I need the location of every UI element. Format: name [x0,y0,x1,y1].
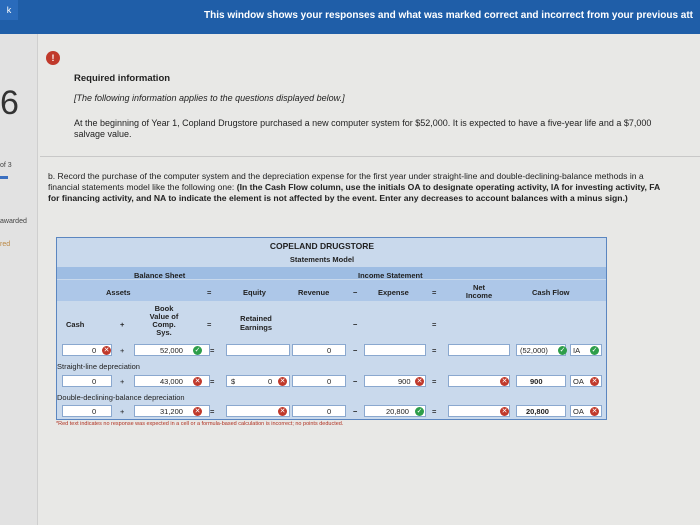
plus-sign: + [120,320,125,329]
plus-sign-row1: + [120,346,125,355]
check-icon: ✓ [194,347,201,354]
equals-row1b: = [432,346,437,355]
sl-re-value: 0 [268,377,273,386]
awarded-label: awarded [0,218,27,225]
sl-revenue-value: 0 [327,377,332,386]
ddb-revenue-input[interactable] [292,405,346,417]
wrong-icon: ✕ [279,378,286,385]
footnote: *Red text indicates no response was expected in a cell or a formula-based calculation is incorrect; no points deducted. [56,421,344,427]
purchase-re-input[interactable] [226,344,290,356]
sl-cash-value: 0 [92,377,97,386]
required-title: Required information [74,73,171,84]
banner-message: This window shows your responses and what was marked correct and incorrect from your previous att [204,10,694,21]
equals-row1: = [210,346,215,355]
retained-earnings-subheader: Retained Earnings [239,314,273,332]
minus-row1: − [353,346,358,355]
equals-row3b: = [432,407,437,416]
check-icon: ✓ [559,347,566,354]
wrong-icon: ✕ [501,408,508,415]
required-body: At the beginning of Year 1, Copland Drugstore purchased a new computer system for $52,000. It is expected to have a five-year life and a $7,000 salvage value. [74,118,652,139]
equals-sign: = [207,288,212,297]
ddb-cash-value: 0 [92,407,97,416]
progress-bar [0,176,8,179]
check-icon: ✓ [591,347,598,354]
straight-line-label: Straight-line depreciation [57,362,140,371]
wrong-icon: ✕ [194,378,201,385]
balance-sheet-header: Balance Sheet [134,271,186,280]
wrong-icon: ✕ [103,347,110,354]
question-number[interactable]: 6 [0,84,19,122]
minus-row3: − [353,407,358,416]
ddb-cash-flow-value: 20,800 [526,407,549,416]
sl-dollar: $ [231,377,236,386]
equals-sign-3: = [207,320,212,329]
ddb-revenue-value: 0 [327,407,332,416]
equals-row3: = [210,407,215,416]
revenue-header: Revenue [298,288,330,297]
book-value-subheader: Book Value of Comp. Sys. [149,304,179,337]
plus-sign-row3: + [120,407,125,416]
purchase-activity-value: IA [573,346,581,355]
top-banner [0,0,700,34]
wrong-icon: ✕ [416,378,423,385]
cash-subheader: Cash [66,320,85,329]
sl-revenue-input[interactable] [292,375,346,387]
ddb-label: Double-declining-balance depreciation [57,393,185,402]
sl-cash-input[interactable] [62,375,112,387]
minus-row2: − [353,377,358,386]
purchase-expense-input[interactable] [364,344,426,356]
instructions [48,171,668,204]
sl-expense-value: 900 [398,377,411,386]
instructions-bold: (In the Cash Flow column, use the initials OA to designate operating activity, IA for investing activity, FA for financing activity, and NA to indicate the element is not affected by the event. Enter any decreases to account balances with a minus sign.) [48,182,660,203]
question-of-label: of 3 [0,162,12,169]
instructions-plain: b. Record the purchase of the computer system and the depreciation expense for the first year under straight-line and double-declining-balance methods in a financial statements model like the following one: [48,171,644,192]
minus-sign-2: − [353,320,358,329]
required-note: [The following information applies to the questions displayed below.] [74,93,345,103]
ddb-book-value: 31,200 [160,407,183,416]
wrong-icon: ✕ [591,408,598,415]
wrong-icon: ✕ [501,378,508,385]
plus-sign-row2: + [120,377,125,386]
purchase-net-income-input[interactable] [448,344,510,356]
equals-sign-4: = [432,320,437,329]
model-subtitle: Statements Model [289,255,355,264]
equity-header: Equity [243,288,266,297]
corner-tab[interactable]: k [0,0,18,20]
header-band-2 [57,280,606,301]
purchase-cash-flow-value: (52,000) [520,346,548,355]
ddb-expense-value: 20,800 [386,407,409,416]
model-title: COPELAND DRUGSTORE [269,241,375,251]
alert-icon: ! [46,51,60,65]
ddb-cash-input[interactable] [62,405,112,417]
sl-activity-value: OA [573,377,584,386]
wrong-icon: ✕ [279,408,286,415]
purchase-revenue-value: 0 [327,346,332,355]
sl-cash-flow-value: 900 [530,377,543,386]
net-income-header: Net Income [465,283,493,300]
status-label: red [0,241,11,248]
income-statement-header: Income Statement [358,271,423,280]
wrong-icon: ✕ [591,378,598,385]
expense-header: Expense [378,288,409,297]
equals-row2: = [210,377,215,386]
purchase-cash-value: 0 [92,346,97,355]
divider [40,156,700,157]
question-sidebar [0,34,38,525]
equals-row2b: = [432,377,437,386]
purchase-revenue-input[interactable] [292,344,346,356]
assets-header: Assets [106,288,131,297]
check-icon: ✓ [416,408,423,415]
cash-flow-header: Cash Flow [532,288,570,297]
minus-sign: − [353,288,358,297]
ddb-activity-value: OA [573,407,584,416]
purchase-book-value: 52,000 [160,346,183,355]
wrong-icon: ✕ [194,408,201,415]
equals-sign-2: = [432,288,437,297]
sl-book-value: 43,000 [160,377,183,386]
